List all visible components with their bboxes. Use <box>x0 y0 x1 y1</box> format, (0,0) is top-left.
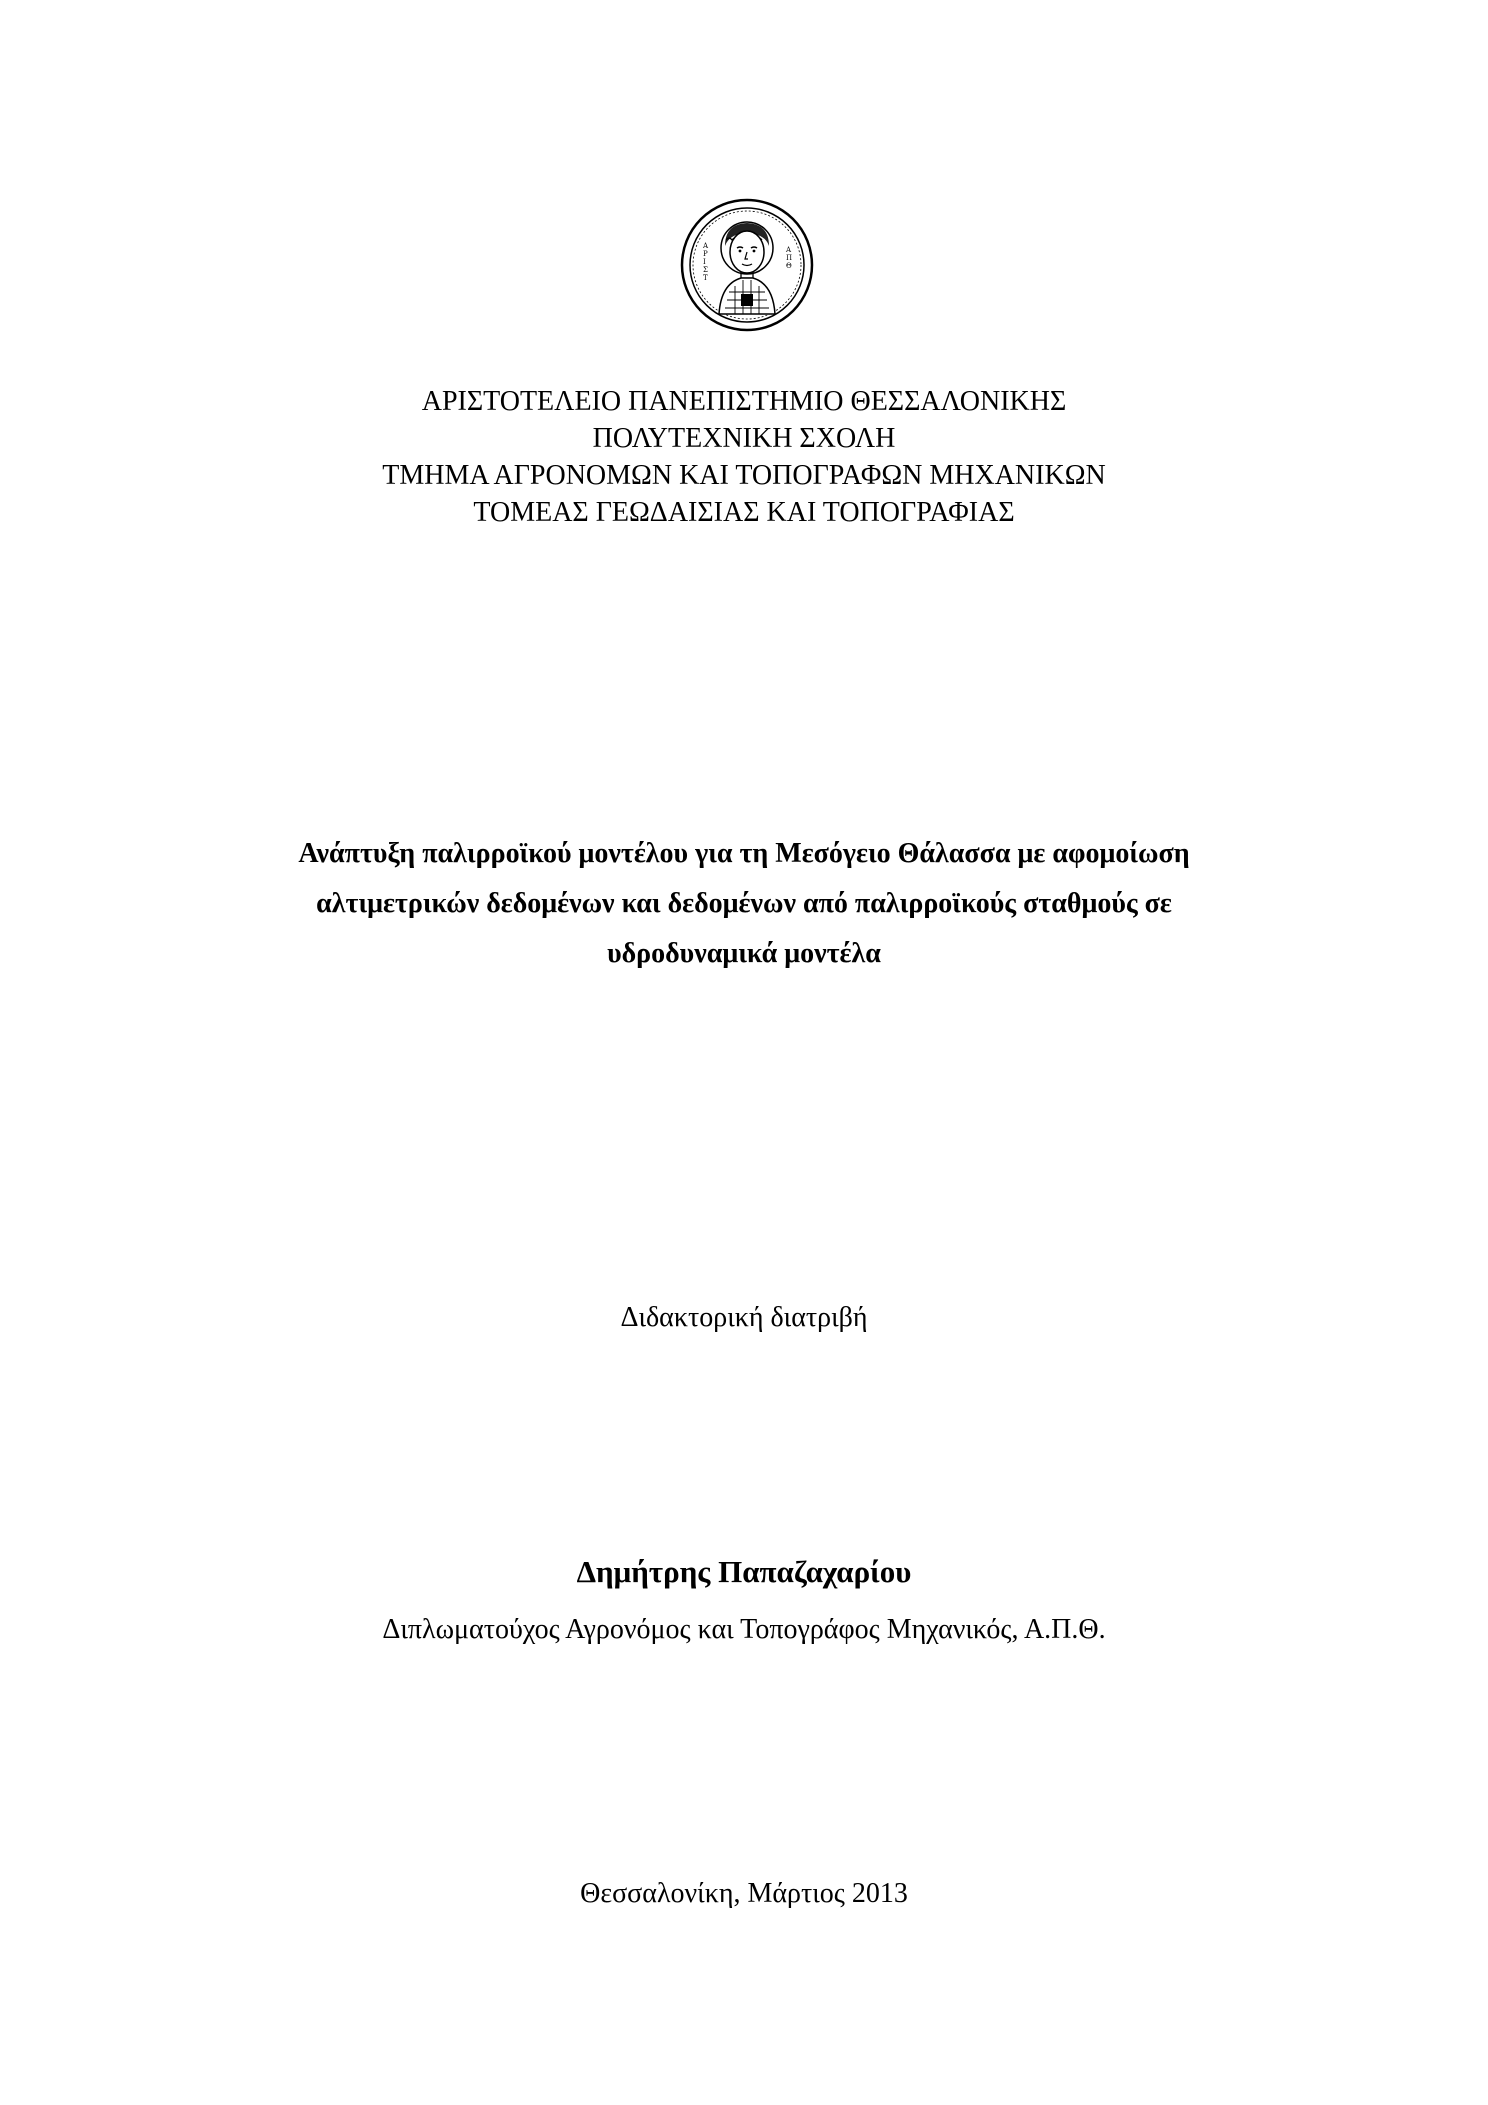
school-name: ΠΟΛΥΤΕΧΝΙΚΗ ΣΧΟΛΗ <box>592 423 896 454</box>
university-name: ΑΡΙΣΤΟΤΕΛΕΙΟ ΠΑΝΕΠΙΣΤΗΜΙΟ ΘΕΣΣΑΛΟΝΙΚΗΣ <box>421 386 1067 417</box>
svg-text:Ι: Ι <box>703 258 706 266</box>
svg-text:Ρ: Ρ <box>703 250 708 258</box>
thesis-title-line: υδροδυναμικά μοντέλα <box>607 938 881 969</box>
svg-text:Α: Α <box>786 246 792 254</box>
author-degree: Διπλωματούχος Αγρονόμος και Τοπογράφος Μηχανικός, Α.Π.Θ. <box>382 1614 1106 1645</box>
svg-text:Τ: Τ <box>703 274 708 282</box>
svg-text:Σ: Σ <box>703 266 708 274</box>
thesis-title-line: Ανάπτυξη παλιρροϊκού μοντέλου για τη Μεσόγειο Θάλασσα με αφομοίωση <box>298 838 1190 869</box>
author-name: Δημήτρης Παπαζαχαρίου <box>576 1554 912 1589</box>
institution-header <box>0 383 1488 531</box>
thesis-title-line: αλτιμετρικών δεδομένων και δεδομένων από παλιρροϊκούς σταθμούς σε <box>316 888 1172 919</box>
document-type: Διδακτορική διατριβή <box>620 1302 868 1333</box>
svg-text:Θ: Θ <box>786 262 792 270</box>
department-name: ΤΜΗΜΑ ΑΓΡΟΝΟΜΩΝ ΚΑΙ ΤΟΠΟΓΡΑΦΩΝ ΜΗΧΑΝΙΚΩΝ <box>382 460 1106 491</box>
thesis-title <box>0 829 1488 979</box>
svg-text:Π: Π <box>786 254 793 262</box>
place-and-date: Θεσσαλονίκη, Μάρτιος 2013 <box>580 1878 908 1909</box>
sector-name: ΤΟΜΕΑΣ ΓΕΩΔΑΙΣΙΑΣ ΚΑΙ ΤΟΠΟΓΡΑΦΙΑΣ <box>473 497 1015 528</box>
svg-text:Α: Α <box>703 242 709 250</box>
university-seal-icon <box>679 196 815 334</box>
